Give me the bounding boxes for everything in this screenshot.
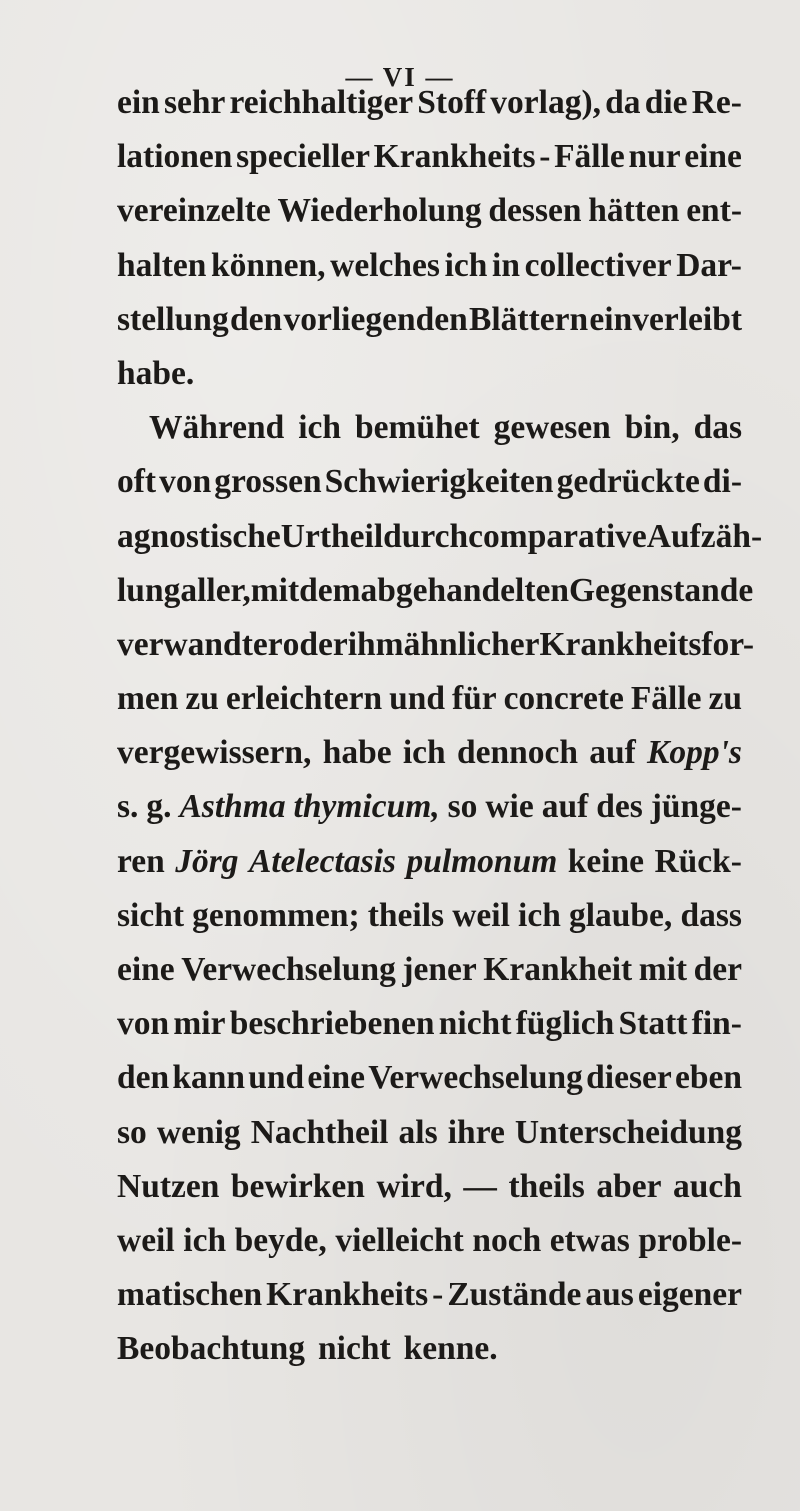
text-line [117, 130, 742, 184]
word: ein [117, 84, 160, 121]
word: vorliegenden [283, 300, 468, 338]
word: stellung [117, 300, 229, 338]
word: concrete [503, 680, 624, 718]
word: ähnlicher [403, 625, 540, 663]
word: Beobachtung [117, 1330, 306, 1368]
word: g. [146, 788, 172, 826]
word: aus [585, 1276, 634, 1314]
text-line [117, 239, 742, 293]
word: lung [117, 571, 181, 609]
word: die [644, 84, 688, 121]
word: wenig [156, 1113, 241, 1151]
word: zu [708, 680, 742, 718]
word: Nachtheil [250, 1113, 389, 1151]
word: als [398, 1113, 438, 1151]
word: Krankheits [373, 138, 536, 176]
word: Urtheil [280, 517, 384, 555]
word: ich [444, 246, 488, 284]
word: sicht [117, 896, 184, 934]
word: so [117, 1113, 147, 1151]
word: Verwechselung [368, 1059, 583, 1097]
text-line [117, 1268, 742, 1322]
word: Fälle [554, 138, 625, 176]
word: di- [702, 463, 742, 501]
word: eben [674, 1059, 742, 1097]
text-line [117, 455, 742, 509]
text-line [117, 347, 742, 401]
word: jünge- [650, 788, 742, 826]
word: nicht [318, 1330, 391, 1368]
text-line [117, 1322, 742, 1376]
word: habe. [117, 354, 195, 392]
word: Aufzäh- [646, 517, 763, 555]
page-number-header: — VI — [345, 62, 455, 92]
word: bin, [624, 409, 680, 447]
word: ich [402, 734, 446, 772]
word: eine [307, 1059, 366, 1097]
word: Kopp's [647, 734, 742, 772]
text-line [117, 780, 742, 834]
word: den [117, 1059, 170, 1097]
word: einverleibt [589, 300, 742, 338]
word: ich [298, 409, 342, 447]
word: erleichtern [225, 680, 383, 718]
word: verwandter [117, 625, 283, 663]
word: Re- [691, 84, 742, 121]
text-line [117, 401, 742, 455]
text-line [117, 997, 742, 1051]
word: füglich [515, 1005, 615, 1043]
word: s. [117, 788, 139, 826]
word: von [117, 1005, 170, 1043]
word: vergewissern, [117, 734, 312, 772]
word: und [248, 1059, 305, 1097]
word: oder [282, 625, 348, 663]
word: beschriebenen [229, 1005, 435, 1043]
word: eigener [637, 1276, 742, 1314]
word: keine [567, 842, 645, 880]
text-line [117, 835, 742, 889]
word: eine [684, 138, 742, 176]
word: gewesen [493, 409, 611, 447]
word: theils [508, 1167, 585, 1205]
text-line [117, 943, 742, 997]
word: ihre [447, 1113, 505, 1151]
word: lationen [117, 138, 233, 176]
word: Krankheit [483, 951, 633, 988]
text-line [117, 564, 754, 618]
word: — [463, 1167, 497, 1205]
word: und [389, 680, 445, 718]
word: Nutzen [117, 1167, 220, 1205]
word: Dar- [676, 246, 742, 284]
word: durch [383, 517, 469, 555]
word: glaube, [568, 896, 673, 934]
word: kenne. [403, 1330, 498, 1368]
word: auf [589, 734, 636, 772]
word: dem [299, 571, 361, 609]
word: thymicum, [293, 788, 440, 826]
word: vielleicht [335, 1221, 464, 1259]
word: wird, [376, 1167, 452, 1205]
word: Zustände [447, 1276, 582, 1314]
word: - [539, 138, 551, 176]
word: jener [402, 951, 477, 988]
word: fin- [691, 1005, 742, 1043]
word: Stoff [417, 84, 487, 121]
word: da [605, 84, 641, 121]
word: auf [541, 788, 589, 826]
word: bemühet [354, 409, 480, 447]
word: mit [250, 571, 300, 609]
word: halten [117, 246, 207, 284]
word: dass [680, 896, 742, 934]
word: aller, [180, 571, 251, 609]
word: Schwierigkeiten [324, 463, 554, 501]
text-line [117, 672, 742, 726]
word: Krankheits [266, 1276, 429, 1314]
word: Asthma [179, 788, 286, 826]
word: - [432, 1276, 444, 1314]
text-line [117, 293, 742, 347]
word: vorlag), [490, 84, 602, 121]
word: Verwechselung [181, 951, 396, 988]
word: ent- [686, 192, 742, 230]
word: Unterscheidung [514, 1113, 742, 1151]
word: den [230, 300, 283, 338]
word: Gegenstande [569, 571, 754, 609]
word: etwas [549, 1221, 630, 1259]
word: abgehandelten [360, 571, 569, 609]
word: vereinzelte [117, 192, 271, 230]
word: Krankheitsfor- [539, 625, 755, 663]
word: proble- [638, 1221, 742, 1259]
word: nur [628, 138, 681, 176]
word: dessen [488, 192, 582, 230]
text-line [117, 184, 742, 238]
word: des [596, 788, 643, 826]
word: habe [322, 734, 392, 772]
word: aber [596, 1167, 662, 1205]
word: noch [472, 1221, 542, 1259]
word: Jörg [175, 842, 239, 880]
text-line [117, 1051, 742, 1105]
word: pulmonum [406, 842, 558, 880]
word: oft [117, 463, 157, 501]
word: Während [149, 409, 285, 447]
word: von [159, 463, 212, 501]
word: grossen [214, 463, 322, 501]
word: dieser [586, 1059, 672, 1097]
word: weil [117, 1221, 175, 1259]
text-line [117, 1106, 742, 1160]
word: gedrückte [556, 463, 700, 501]
word: das [693, 409, 742, 447]
word: ren [117, 842, 165, 880]
word: in [492, 246, 520, 284]
word: auch [673, 1167, 742, 1205]
word: so [447, 788, 478, 826]
word: wie [485, 788, 534, 826]
word: nicht [438, 1005, 512, 1043]
word: ich [183, 1221, 227, 1259]
word: Rück- [654, 842, 742, 880]
word: der [693, 951, 742, 988]
word: reichhaltiger [229, 84, 414, 121]
word: Blättern [469, 300, 589, 338]
word: sehr [163, 84, 226, 121]
word: Wiederholung [277, 192, 482, 230]
word: theils [367, 896, 445, 934]
word: eine [117, 951, 175, 988]
word: mir [173, 1005, 226, 1043]
word: mit [638, 951, 688, 988]
word: Atelectasis [248, 842, 396, 880]
text-line [117, 618, 755, 672]
word: für [451, 680, 497, 718]
body-text [117, 76, 763, 1377]
word: comparative [468, 517, 647, 555]
word: Fälle [630, 680, 702, 718]
word: kann [172, 1059, 246, 1097]
word: bewirken [230, 1167, 365, 1205]
word: ich [518, 896, 561, 934]
word: hätten [588, 192, 680, 230]
word: matischen [117, 1276, 263, 1314]
word: specieller [236, 138, 370, 176]
text-line [117, 510, 763, 564]
word: Statt [618, 1005, 688, 1043]
word: genommen; [192, 896, 360, 934]
text-line [117, 726, 742, 780]
word: collectiver [524, 246, 672, 284]
word: weil [452, 896, 510, 934]
word: ihm [347, 625, 404, 663]
text-line [117, 1214, 742, 1268]
word: können, [211, 246, 326, 284]
word: beyde, [234, 1221, 327, 1259]
word: welches [330, 246, 440, 284]
word: agnostische [117, 517, 281, 555]
word: dennoch [456, 734, 578, 772]
word: zu [185, 680, 219, 718]
text-line [117, 889, 742, 943]
text-line [117, 76, 742, 130]
text-line [117, 1160, 742, 1214]
word: men [117, 680, 179, 718]
